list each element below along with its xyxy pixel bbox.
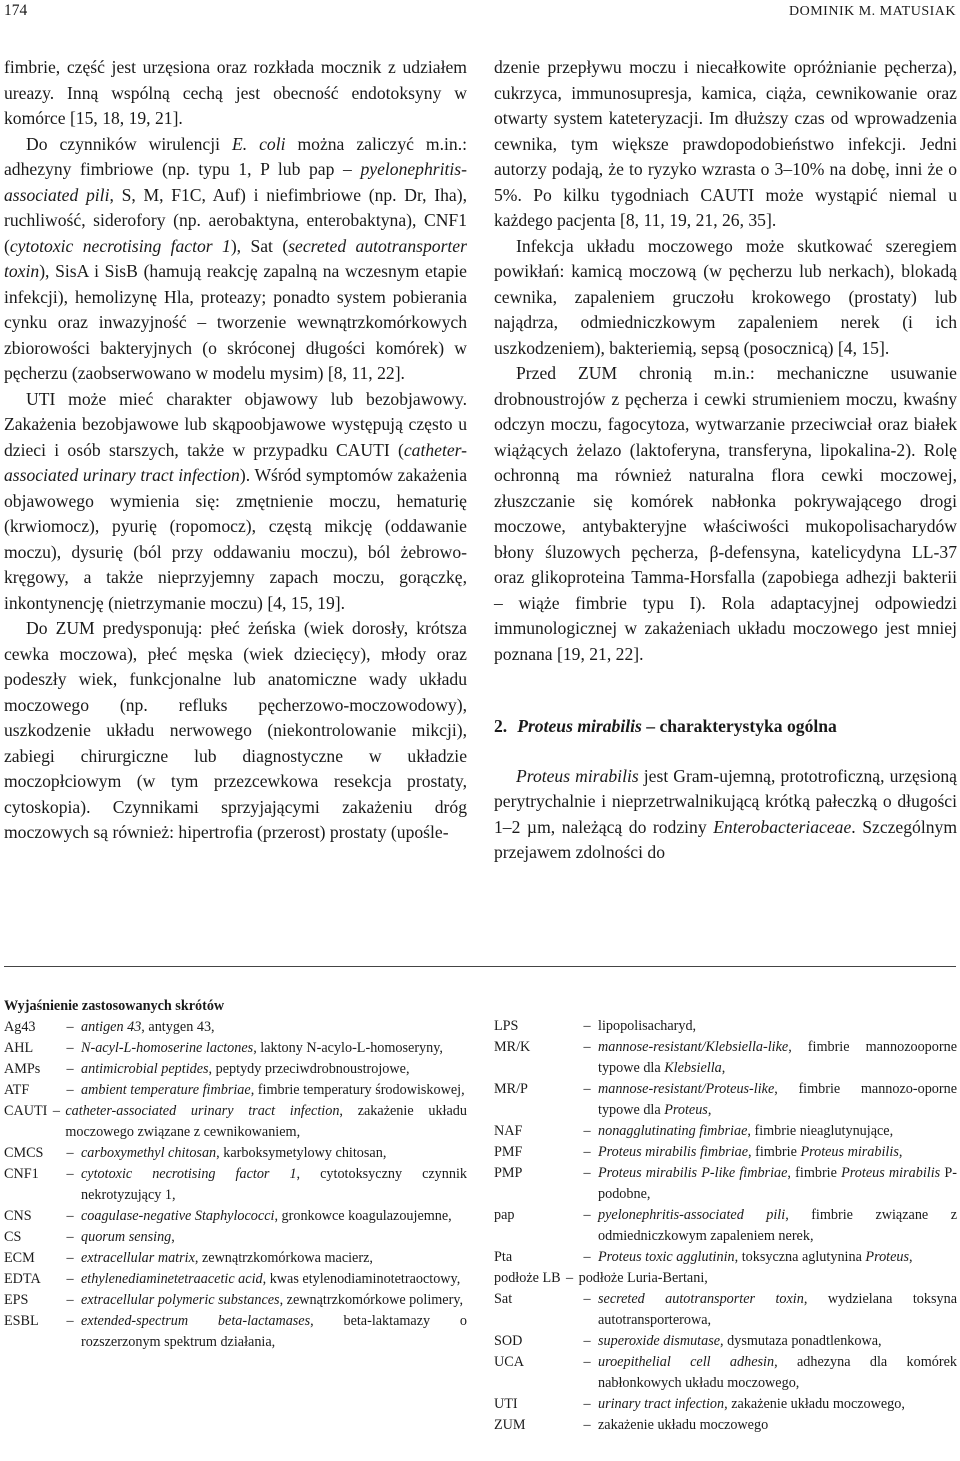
- abbreviation-definition: antigen 43, antygen 43,: [81, 1019, 215, 1035]
- abbreviation-term: CAUTI: [4, 1103, 48, 1119]
- abbreviation-row: [4, 1038, 467, 1059]
- abbreviation-term: pap: [494, 1207, 515, 1223]
- abbreviation-term: AHL: [4, 1040, 34, 1056]
- abbreviation-row: [494, 1247, 957, 1268]
- abbreviation-dash: –: [583, 1123, 591, 1139]
- abbreviation-row: [494, 1394, 957, 1415]
- abbreviation-dash: –: [583, 1081, 591, 1097]
- abbreviation-row: [4, 1227, 467, 1248]
- abbreviation-definition: mannose-resistant/Klebsiella-like, fimbrie mannozooporne typowe dla Klebsiella,: [598, 1039, 957, 1076]
- abbreviation-definition: lipopolisacharyd,: [598, 1018, 697, 1034]
- left_column-paragraph-4: Do ZUM predysponują: płeć żeńska (wiek dorosły, krótsza cewka moczowa), płeć męska (wiek dziecięcy), młody oraz podeszły wiek, funkcjonalne lub anatomiczne wady układu moczowego (np. refluks pęcherzowo-moczowodowy), uszkodzenie układu nerwowego (niekontrolowanie mikcji), zabiegi chirurgiczne lub diagnostyczne w układzie moczopłciowym (w tym przezcewkowa resekcja prostaty, cytoskopia). Czynnikami sprzyjającymi zakażeniu dróg moczowych są również: hipertrofia (przerost) prostaty (upośle-: [4, 618, 467, 842]
- abbreviation-term: UCA: [494, 1354, 524, 1370]
- abbreviation-dash: –: [66, 1040, 74, 1056]
- abbreviation-definition: pyelonephritis-associated pili, fimbrie związane z odmiedniczkowym zapaleniem nerek,: [598, 1207, 957, 1244]
- left_column-paragraph-1: fimbrie, część jest urzęsiona oraz rozkłada mocznik z udziałem ureazy. Inną wspólną cechą jest obecność endotoksyny w komórce [15, 18, 19, 21].: [4, 57, 467, 128]
- page-number: 174: [4, 2, 28, 19]
- right-column-paragraphs: [494, 55, 957, 667]
- abbreviation-term: podłoże LB: [494, 1270, 561, 1286]
- section-number: 2.: [494, 716, 508, 736]
- abbreviation-definition: nonagglutinating fimbriae, fimbrie nieaglutynujące,: [598, 1123, 894, 1139]
- left_column-paragraph-2: Do czynników wirulencji E. coli można zaliczyć m.in.: adhezyny fimbriowe (np. typu 1, P lub pap – pyelonephritis-associated pili, S, M, F1C, Auf) i niefimbriowe (np. Dr, Iha), ruchliwość, siderofory (np. aerobaktyna, enterobaktyna), CNF1 (cytotoxic necrotising factor 1), Sat (secreted autotransporter toxin), SisA i SisB (hamują reakcję zapalną na wczesnym etapie infekcji), hemolizynę Hla, proteazy; ponadto system pobierania cynku oraz inwazyjność – tworzenie wewnątrzkomórkowych zbiorowości bakteryjnych (o skróconej długości komórek) w pęcherzu (zaobserwowano w modelu mysim) [8, 11, 22].: [4, 133, 467, 383]
- abbreviation-definition: superoxide dismutase, dysmutaza ponadtlenkowa,: [598, 1333, 882, 1349]
- abbreviation-term: LPS: [494, 1018, 519, 1034]
- abbreviation-dash: –: [66, 1229, 74, 1245]
- abbreviation-row: [4, 1080, 467, 1101]
- abbreviation-row: [4, 1017, 467, 1038]
- abbreviations-right: [494, 1016, 957, 1436]
- abbreviation-row: [4, 1143, 467, 1164]
- abbreviation-term: Pta: [494, 1249, 513, 1265]
- abbreviation-definition: mannose-resistant/Proteus-like, fimbrie mannozo-oporne typowe dla Proteus,: [598, 1081, 957, 1118]
- abbreviation-definition: zakażenie układu moczowego: [598, 1417, 769, 1433]
- abbreviation-definition: carboxymethyl chitosan, karboksymetylowy chitosan,: [81, 1145, 387, 1161]
- abbreviation-definition: podłoże Luria-Bertani,: [578, 1270, 708, 1286]
- abbreviation-row: [4, 1269, 467, 1290]
- abbreviation-term: PMF: [494, 1144, 523, 1160]
- abbreviation-term: UTI: [494, 1396, 518, 1412]
- abbreviation-term: MR/P: [494, 1081, 528, 1097]
- abbreviation-dash: –: [583, 1396, 591, 1412]
- abbreviation-row: [494, 1037, 957, 1079]
- abbreviations-left: [4, 996, 467, 1353]
- right_column-paragraph-3: Przed ZUM chronią m.in.: mechaniczne usuwanie drobnoustrojów z pęcherza i cewki strumieniem moczu, kwaśny odczyn moczu, fagocytoza, wytwarzanie przeciwciał oraz białek wiążących żelazo (laktoferyna, transferyna, lipokalina-2). Rolę ochronną ma również naturalna flora cewki moczowej, złuszczanie się komórek nabłonka pokrywającego drogi moczowe, antybakteryjne właściwości mukopolisacharydów błony śluzowych pęcherza, β-defensyna, katelicydyna LL-37 oraz glikoproteina Tamma-Horsfalla (zapobiega adhezji bakterii – wiąże fimbrie typu I). Rola adaptacyjnej odpowiedzi immunologicznej w zakażeniach układu moczowego jest mniej poznana [19, 21, 22].: [494, 363, 957, 664]
- abbreviation-term: Sat: [494, 1291, 513, 1307]
- abbreviation-definition: N-acyl-L-homoserine lactones, laktony N-acylo-L-homoseryny,: [81, 1040, 443, 1056]
- running-head: DOMINIK M. MATUSIAK: [789, 4, 956, 19]
- abbreviation-term: EDTA: [4, 1271, 41, 1287]
- abbreviation-definition: quorum sensing,: [81, 1229, 175, 1245]
- abbreviation-definition: Proteus mirabilis fimbriae, fimbrie Proteus mirabilis,: [598, 1144, 903, 1160]
- abbreviation-term: PMP: [494, 1165, 523, 1181]
- page-header: [0, 0, 960, 30]
- abbreviation-definition: cytotoxic necrotising factor 1, cytotoksyczny czynnik nekrotyzujący 1,: [81, 1166, 467, 1203]
- abbreviation-row: [4, 1311, 467, 1353]
- abbreviation-term: AMPs: [4, 1061, 41, 1077]
- abbreviation-dash: –: [66, 1250, 74, 1266]
- abbreviation-term: NAF: [494, 1123, 523, 1139]
- abbreviations-left-list: [4, 1017, 467, 1353]
- abbreviation-row: [494, 1163, 957, 1205]
- abbreviation-term: CMCS: [4, 1145, 44, 1161]
- abbreviation-row: [4, 1290, 467, 1311]
- abbreviation-definition: extracellular polymeric substances, zewnątrzkomórkowe polimery,: [81, 1292, 464, 1308]
- abbreviation-definition: extended-spectrum beta-lactamases, beta-laktamazy o rozszerzonym spektrum działania,: [81, 1313, 467, 1350]
- abbreviation-definition: catheter-associated urinary tract infection, zakażenie układu moczowego związane z cewnikowaniem,: [65, 1103, 467, 1140]
- left-column: [4, 55, 467, 846]
- left_column-paragraph-3: UTI może mieć charakter objawowy lub bezobjawowy. Zakażenia bezobjawowe lub skąpoobjawowe występują często u dzieci i osób starszych, także w przypadku CAUTI (catheter-associated urinary tract infection). Wśród symptomów zakażenia objawowego wymienia się: zmętnienie moczu, hematurię (krwiomocz), pyurię (ropomocz), częstą mikcję (oddawanie moczu), dysurię (ból przy oddawaniu moczu), ból żebrowo-kręgowy, a także nieprzyjemny zapach moczu, gorączkę, inkontynencję (nietrzymanie moczu) [4, 15, 19].: [4, 388, 468, 613]
- abbreviation-term: ATF: [4, 1082, 30, 1098]
- right_column-paragraph-2: Infekcja układu moczowego może skutkować szeregiem powikłań: kamicą moczową (w pęcherzu lub nerkach), blokadą cewnika, zapaleniem gruczołu krokowego (prostaty) lub najądrza, odmiedniczkowym zapaleniem nerek (i ich uszkodzeniem), bakteriemią, sepsą (posocznicą) [4, 15].: [494, 235, 957, 358]
- abbreviation-term: ESBL: [4, 1313, 39, 1329]
- abbreviation-term: ZUM: [494, 1417, 526, 1433]
- abbreviation-definition: antimicrobial peptides, peptydy przeciwdrobnoustrojowe,: [81, 1061, 410, 1077]
- abbreviation-dash: –: [583, 1249, 591, 1265]
- abbreviation-dash: –: [66, 1019, 74, 1035]
- abbreviation-dash: –: [583, 1207, 591, 1223]
- abbreviation-dash: –: [583, 1144, 591, 1160]
- abbreviation-term: SOD: [494, 1333, 523, 1349]
- abbreviation-definition: ambient temperature fimbriae, fimbrie temperatury środowiskowej,: [81, 1082, 465, 1098]
- abbreviation-definition: ethylenediaminetetraacetic acid, kwas etylenodiaminotetraoctowy,: [81, 1271, 461, 1287]
- abbreviation-term: MR/K: [494, 1039, 531, 1055]
- abbreviation-row: [494, 1415, 957, 1436]
- abbreviation-term: CS: [4, 1229, 22, 1245]
- abbreviation-dash: –: [66, 1271, 74, 1287]
- section-heading: [494, 714, 957, 740]
- abbreviation-dash: –: [66, 1292, 74, 1308]
- abbreviation-term: CNF1: [4, 1166, 39, 1182]
- abbreviation-term: ECM: [4, 1250, 35, 1266]
- section-title-rest: – charakterystyka ogólna: [641, 716, 837, 736]
- abbreviation-row: [494, 1289, 957, 1331]
- abbreviation-definition: Proteus mirabilis P-like fimbriae, fimbrie Proteus mirabilis P-podobne,: [598, 1165, 958, 1202]
- abbreviation-definition: extracellular matrix, zewnątrzkomórkowa macierz,: [81, 1250, 373, 1266]
- abbreviation-dash: –: [583, 1291, 591, 1307]
- abbreviation-row: [4, 1101, 467, 1143]
- abbreviation-term: EPS: [4, 1292, 29, 1308]
- abbreviation-row: [494, 1268, 957, 1289]
- abbreviation-dash: –: [583, 1417, 591, 1433]
- abbreviation-definition: coagulase-negative Staphylococci, gronkowce koagulazoujemne,: [81, 1208, 452, 1224]
- abbreviation-definition: Proteus toxic agglutinin, toksyczna aglutynina Proteus,: [598, 1249, 913, 1265]
- abbreviation-row: [494, 1016, 957, 1037]
- section-paragraph: Proteus mirabilis jest Gram-ujemną, prototroficzną, urzęsioną perytrychalnie i nieprzetrwalnikującą krótką pałeczką o długości 1–2 µm, należącą do rodziny Enterobacteriaceae. Szczególnym przejawem zdolności do: [494, 765, 957, 862]
- abbreviation-definition: secreted autotransporter toxin, wydzielana toksyna autotransporterowa,: [598, 1291, 957, 1328]
- abbreviation-dash: –: [66, 1061, 74, 1077]
- abbreviation-dash: –: [583, 1165, 591, 1181]
- abbreviations-title: Wyjaśnienie zastosowanych skrótów: [4, 998, 225, 1014]
- right_column-paragraph-1: dzenie przepływu moczu i niecałkowite opróżnianie pęcherza), cukrzyca, immunosupresja, kamica, ciąża, cewnikowanie oraz otwarty system kateteryzacji. Im dłuższy czas od wprowadzenia cewnika, tym większe prawdopodobieństwo infekcji. Jedni autorzy podają, że to ryzyko wzrasta o 3–10% na dobę, inni że o 5%. Po kilku tygodniach CAUTI może wystąpić niemal u każdego pacjenta [8, 11, 19, 21, 26, 35].: [494, 57, 957, 230]
- abbreviation-term: CNS: [4, 1208, 32, 1224]
- abbreviation-row: [494, 1142, 957, 1163]
- abbreviation-dash: –: [66, 1166, 74, 1182]
- abbreviation-row: [4, 1164, 467, 1206]
- footnote-divider: [4, 966, 956, 967]
- abbreviation-row: [494, 1331, 957, 1352]
- abbreviation-dash: –: [583, 1333, 591, 1349]
- abbreviation-row: [4, 1206, 467, 1227]
- section-title-italic: Proteus mirabilis: [517, 716, 642, 736]
- abbreviation-row: [494, 1079, 957, 1121]
- abbreviation-dash: –: [52, 1103, 60, 1119]
- abbreviation-row: [494, 1205, 957, 1247]
- abbreviation-row: [4, 1059, 467, 1080]
- abbreviation-row: [494, 1352, 957, 1394]
- abbreviation-dash: –: [66, 1208, 74, 1224]
- abbreviations-right-list: [494, 1016, 957, 1436]
- abbreviation-dash: –: [583, 1039, 591, 1055]
- abbreviation-term: Ag43: [4, 1019, 36, 1035]
- abbreviation-dash: –: [566, 1270, 574, 1286]
- abbreviation-dash: –: [66, 1145, 74, 1161]
- abbreviation-dash: –: [583, 1018, 591, 1034]
- abbreviation-definition: urinary tract infection, zakażenie układu moczowego,: [598, 1396, 905, 1412]
- abbreviation-definition: uroepithelial cell adhesin, adhezyna dla komórek nabłonkowych układu moczowego,: [598, 1354, 957, 1391]
- abbreviation-dash: –: [66, 1082, 74, 1098]
- abbreviation-dash: –: [583, 1354, 591, 1370]
- abbreviation-row: [4, 1248, 467, 1269]
- abbreviation-dash: –: [66, 1313, 74, 1329]
- abbreviation-row: [494, 1121, 957, 1142]
- right-column: [494, 55, 957, 866]
